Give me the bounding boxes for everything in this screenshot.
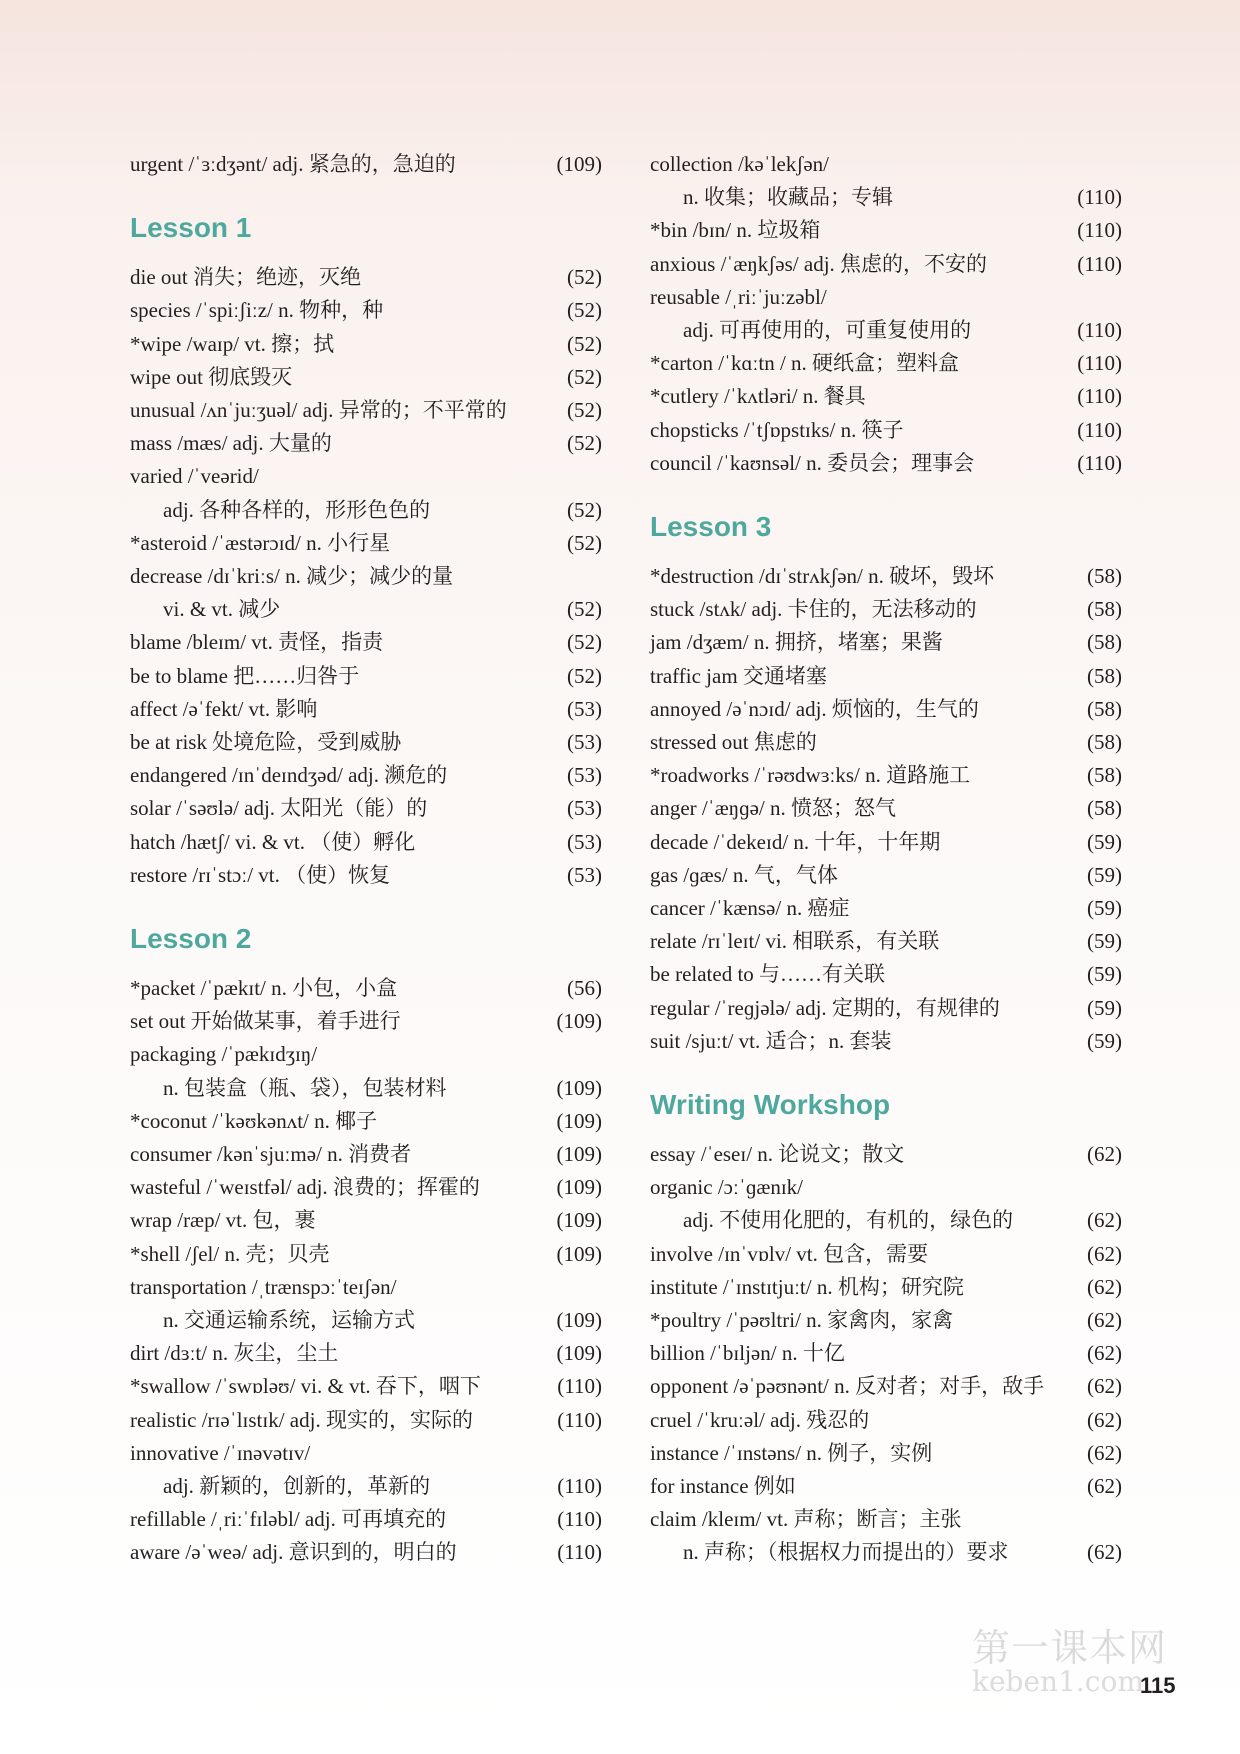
vocab-page-ref: (110)	[1077, 218, 1122, 243]
vocab-page-ref: (59)	[1087, 929, 1122, 954]
vocab-entry	[130, 1237, 602, 1271]
vocab-page-ref: (52)	[567, 331, 602, 356]
vocab-entry	[650, 625, 1122, 659]
vocab-entry	[650, 791, 1122, 825]
vocab-page-ref: (56)	[567, 976, 602, 1000]
vocab-word-definition: *cutlery /ˈkʌtləri/ n. 餐具	[650, 384, 866, 409]
vocab-page-ref: (109)	[556, 1108, 602, 1133]
vocab-word-definition: jam /dʒæm/ n. 拥挤，堵塞；果酱	[650, 630, 943, 655]
vocab-entry	[650, 858, 1122, 892]
vocab-entry	[130, 360, 602, 394]
vocab-page-ref: (53)	[567, 696, 602, 721]
vocab-entry	[650, 1469, 1122, 1503]
vocab-entry	[650, 346, 1122, 380]
vocab-page-ref: (109)	[556, 1142, 602, 1166]
vocab-page-ref: (110)	[1077, 417, 1122, 442]
vocab-entry	[130, 327, 602, 361]
vocab-entry	[130, 459, 602, 493]
vocab-page-ref: (110)	[1077, 384, 1122, 409]
vocab-word-definition: dirt /dɜːt/ n. 灰尘，尘土	[130, 1341, 339, 1366]
vocab-word-definition: consumer /kənˈsjuːmə/ n. 消费者	[130, 1142, 412, 1166]
vocab-entry	[650, 313, 1122, 347]
vocab-page-ref: (109)	[556, 1075, 602, 1100]
vocab-entry	[130, 825, 602, 859]
vocab-word-definition: adj. 不使用化肥的，有机的，绿色的	[683, 1208, 1014, 1233]
vocab-entry	[130, 1535, 602, 1569]
vocab-page-ref: (53)	[567, 763, 602, 788]
vocab-page-ref: (52)	[567, 398, 602, 422]
vocab-page-ref: (62)	[1087, 1208, 1122, 1233]
vocab-page-ref: (52)	[567, 265, 602, 290]
vocab-word-definition: set out 开始做某事，着手进行	[130, 1009, 401, 1034]
vocab-page-ref: (62)	[1087, 1474, 1122, 1498]
vocab-page-ref: (58)	[1087, 696, 1122, 721]
vocab-page-ref: (109)	[556, 1241, 602, 1266]
vocab-page-ref: (110)	[1077, 251, 1122, 276]
vocab-page-ref: (110)	[1077, 351, 1122, 376]
vocab-page-ref: (62)	[1087, 1274, 1122, 1299]
vocab-entry	[650, 1170, 1122, 1204]
vocab-entry	[650, 1403, 1122, 1437]
vocab-word-definition: endangered /ɪnˈdeɪndʒəd/ adj. 濒危的	[130, 763, 448, 788]
vocab-page-ref: (109)	[556, 1341, 602, 1366]
vocab-page-ref: (58)	[1087, 630, 1122, 655]
vocab-word-definition: be at risk 处境危险，受到威胁	[130, 730, 402, 754]
vocab-entry	[650, 924, 1122, 958]
vocab-word-definition: wasteful /ˈweɪstfəl/ adj. 浪费的；挥霍的	[130, 1175, 480, 1200]
vocab-word-definition: opponent /əˈpəʊnənt/ n. 反对者；对手，敌手	[650, 1374, 1045, 1399]
vocab-entry	[130, 1303, 602, 1337]
vocab-word-definition: aware /əˈweə/ adj. 意识到的，明白的	[130, 1540, 457, 1565]
vocab-page-ref: (52)	[567, 530, 602, 555]
vocab-entry	[130, 1369, 602, 1403]
vocab-word-definition: adj. 可再使用的，可重复使用的	[683, 318, 972, 342]
vocab-entry	[650, 446, 1122, 480]
vocab-page-ref: (53)	[567, 862, 602, 887]
vocab-word-definition: council /ˈkaʊnsəl/ n. 委员会；理事会	[650, 450, 975, 475]
vocab-word-definition: restore /rɪˈstɔː/ vt. （使）恢复	[130, 862, 391, 887]
section-heading: Writing Workshop	[650, 1089, 891, 1120]
section-heading: Lesson 2	[130, 923, 252, 954]
vocab-word-definition: n. 包装盒（瓶、袋），包装材料	[163, 1075, 447, 1100]
vocab-entry	[650, 1336, 1122, 1370]
vocab-word-definition: cancer /ˈkænsə/ n. 癌症	[650, 896, 850, 920]
vocab-word-definition: adj. 新颖的，创新的，革新的	[163, 1474, 431, 1498]
vocab-word-definition: gas /ɡæs/ n. 气，气体	[650, 862, 838, 887]
vocab-page-ref: (109)	[556, 1175, 602, 1200]
vocab-word-definition: collection /kəˈlekʃən/	[650, 152, 830, 176]
vocab-word-definition: *packet /ˈpækɪt/ n. 小包，小盒	[130, 976, 398, 1000]
vocab-page-ref: (58)	[1087, 730, 1122, 754]
vocab-word-definition: *poultry /ˈpəʊltri/ n. 家禽肉，家禽	[650, 1308, 954, 1332]
vocab-word-definition: institute /ˈɪnstɪtjuːt/ n. 机构；研究院	[650, 1274, 964, 1299]
vocab-page-ref: (109)	[556, 152, 602, 176]
vocab-word-definition: urgent /ˈɜːdʒənt/ adj. 紧急的，急迫的	[130, 152, 456, 176]
vocab-entry	[650, 1303, 1122, 1337]
vocab-entry	[130, 147, 602, 181]
vocab-page-ref: (53)	[567, 829, 602, 854]
vocab-entry	[130, 692, 602, 726]
vocab-entry	[130, 1071, 602, 1105]
vocab-page-ref: (52)	[567, 630, 602, 655]
vocab-word-definition: annoyed /əˈnɔɪd/ adj. 烦恼的，生气的	[650, 696, 979, 721]
vocab-entry	[650, 1237, 1122, 1271]
watermark-url: keben1.com	[972, 1665, 1144, 1698]
vocab-entry	[130, 1469, 602, 1503]
vocab-entry	[650, 1535, 1122, 1569]
vocab-page-ref: (109)	[556, 1009, 602, 1034]
vocab-page-ref: (58)	[1087, 796, 1122, 821]
vocab-word-definition: *coconut /ˈkəʊkənʌt/ n. 椰子	[130, 1108, 378, 1133]
vocab-page-ref: (110)	[557, 1507, 602, 1532]
vocab-entry	[130, 426, 602, 460]
vocab-word-definition: adj. 各种各样的，形形色色的	[163, 497, 431, 522]
vocab-entry	[130, 1336, 602, 1370]
vocab-word-definition: instance /ˈɪnstəns/ n. 例子，实例	[650, 1440, 933, 1465]
vocab-word-definition: n. 交通运输系统，运输方式	[163, 1308, 415, 1332]
vocab-word-definition: *shell /ʃel/ n. 壳；贝壳	[130, 1241, 330, 1266]
vocab-page-ref: (52)	[567, 497, 602, 522]
vocab-entry	[650, 1436, 1122, 1470]
vocab-page-ref: (62)	[1087, 1142, 1122, 1166]
section-heading: Lesson 3	[650, 511, 772, 542]
vocab-entry	[130, 1104, 602, 1138]
vocab-page-ref: (62)	[1087, 1407, 1122, 1432]
vocab-entry	[130, 758, 602, 792]
vocab-entry	[130, 592, 602, 626]
vocab-word-definition: essay /ˈeseɪ/ n. 论说文；散文	[650, 1142, 905, 1166]
vocab-entry	[130, 526, 602, 560]
vocab-page-ref: (109)	[556, 1208, 602, 1233]
vocab-word-definition: decade /ˈdekeɪd/ n. 十年，十年期	[650, 829, 941, 854]
vocab-word-definition: billion /ˈbɪljən/ n. 十亿	[650, 1341, 845, 1366]
vocab-page-ref: (58)	[1087, 564, 1122, 588]
vocab-word-definition: die out 消失；绝迹，灭绝	[130, 265, 361, 290]
vocab-word-definition: anger /ˈæŋɡə/ n. 愤怒；怒气	[650, 796, 897, 821]
vocab-word-definition: blame /bleɪm/ vt. 责怪，指责	[130, 630, 384, 655]
vocab-word-definition: solar /ˈsəʊlə/ adj. 太阳光（能）的	[130, 796, 428, 821]
section-heading: Lesson 1	[130, 212, 252, 244]
vocab-entry	[130, 260, 602, 294]
vocab-entry	[650, 1137, 1122, 1171]
vocab-page-ref: (110)	[1077, 318, 1122, 342]
vocab-page-ref: (58)	[1087, 597, 1122, 622]
vocab-page-ref: (52)	[567, 364, 602, 389]
vocab-word-definition: *asteroid /ˈæstərɔɪd/ n. 小行星	[130, 530, 391, 555]
vocab-page-ref: (62)	[1087, 1374, 1122, 1399]
vocab-entry	[650, 692, 1122, 726]
vocab-entry	[650, 247, 1122, 281]
vocab-entry	[650, 957, 1122, 991]
vocab-page-ref: (110)	[1077, 185, 1122, 210]
vocab-entry	[130, 559, 602, 593]
vocab-page-ref: (62)	[1087, 1241, 1122, 1266]
vocab-entry	[130, 1403, 602, 1437]
vocab-word-definition: *destruction /dɪˈstrʌkʃən/ n. 破坏，毁坏	[650, 564, 995, 588]
vocab-entry	[650, 147, 1122, 181]
vocab-entry	[130, 1137, 602, 1171]
vocab-page-ref: (110)	[557, 1407, 602, 1432]
vocab-word-definition: *wipe /waɪp/ vt. 擦；拭	[130, 331, 335, 356]
vocab-page-ref: (110)	[557, 1374, 602, 1399]
vocab-entry	[130, 1170, 602, 1204]
vocab-page-ref: (52)	[567, 597, 602, 622]
vocab-word-definition: stuck /stʌk/ adj. 卡住的，无法移动的	[650, 597, 977, 622]
vocab-entry	[650, 1502, 1122, 1536]
vocab-page-ref: (110)	[557, 1474, 602, 1498]
vocab-page-ref: (109)	[556, 1308, 602, 1332]
vocab-entry	[130, 725, 602, 759]
vocab-word-definition: suit /sjuːt/ vt. 适合；n. 套装	[650, 1028, 892, 1053]
vocab-entry	[650, 891, 1122, 925]
vocab-word-definition: stressed out 焦虑的	[650, 730, 817, 754]
vocab-entry	[130, 1004, 602, 1038]
vocab-word-definition: refillable /ˌriːˈfɪləbl/ adj. 可再填充的	[130, 1507, 447, 1532]
vocab-entry	[130, 971, 602, 1005]
vocab-entry	[650, 1369, 1122, 1403]
vocab-page-ref: (59)	[1087, 862, 1122, 887]
vocab-page-ref: (52)	[567, 663, 602, 688]
vocab-entry	[130, 659, 602, 693]
vocab-entry	[650, 213, 1122, 247]
vocab-entry	[130, 393, 602, 427]
vocab-word-definition: for instance 例如	[650, 1474, 796, 1498]
vocab-word-definition: organic /ɔːˈɡænɪk/	[650, 1175, 803, 1200]
vocab-page-ref: (53)	[567, 796, 602, 821]
vocab-page-ref: (58)	[1087, 763, 1122, 788]
vocab-page-ref: (110)	[1077, 450, 1122, 475]
vocab-word-definition: reusable /ˌriːˈjuːzəbl/	[650, 284, 827, 309]
vocab-word-definition: wrap /ræp/ vt. 包，裹	[130, 1208, 316, 1233]
vocab-word-definition: *swallow /ˈswɒləʊ/ vi. & vt. 吞下，咽下	[130, 1374, 481, 1399]
vocab-word-definition: mass /mæs/ adj. 大量的	[130, 431, 332, 456]
vocab-word-definition: n. 声称；（根据权力而提出的）要求	[683, 1540, 1009, 1565]
vocab-word-definition: involve /ɪnˈvɒlv/ vt. 包含，需要	[650, 1241, 929, 1266]
vocab-word-definition: affect /əˈfekt/ vt. 影响	[130, 696, 318, 721]
vocab-word-definition: regular /ˈreɡjələ/ adj. 定期的，有规律的	[650, 995, 1000, 1020]
vocab-page-ref: (62)	[1087, 1341, 1122, 1366]
vocab-page-ref: (58)	[1087, 663, 1122, 688]
vocab-word-definition: anxious /ˈæŋkʃəs/ adj. 焦虑的，不安的	[650, 251, 988, 276]
vocab-word-definition: decrease /dɪˈkriːs/ n. 减少；减少的量	[130, 564, 454, 588]
vocab-entry	[130, 1270, 602, 1304]
page-number: 115	[1140, 1673, 1176, 1698]
vocab-word-definition: be related to 与……有关联	[650, 962, 886, 987]
vocab-word-definition: wipe out 彻底毁灭	[130, 364, 293, 389]
vocab-word-definition: *roadworks /ˈrəʊdwɜːks/ n. 道路施工	[650, 763, 971, 788]
vocab-entry	[130, 858, 602, 892]
vocab-page-ref: (62)	[1087, 1308, 1122, 1332]
vocab-word-definition: n. 收集；收藏品；专辑	[683, 185, 893, 210]
vocab-word-definition: chopsticks /ˈtʃɒpstɪks/ n. 筷子	[650, 417, 904, 442]
vocab-entry	[650, 825, 1122, 859]
vocab-word-definition: varied /ˈveərid/	[130, 464, 259, 489]
vocab-word-definition: *bin /bɪn/ n. 垃圾箱	[650, 218, 821, 243]
vocab-entry	[650, 1203, 1122, 1237]
vocab-entry	[650, 758, 1122, 792]
vocab-word-definition: relate /rɪˈleɪt/ vi. 相联系，有关联	[650, 929, 940, 954]
vocab-word-definition: packaging /ˈpækɪdʒɪŋ/	[130, 1042, 318, 1067]
vocab-entry	[650, 1024, 1122, 1058]
vocab-entry	[650, 592, 1122, 626]
vocab-word-definition: traffic jam 交通堵塞	[650, 663, 827, 688]
vocab-word-definition: transportation /ˌtrænspɔːˈteɪʃən/	[130, 1274, 397, 1299]
vocab-entry	[650, 1270, 1122, 1304]
vocab-entry	[130, 1203, 602, 1237]
vocab-word-definition: realistic /rɪəˈlɪstɪk/ adj. 现实的，实际的	[130, 1407, 473, 1432]
vocab-entry	[130, 1037, 602, 1071]
vocab-page-ref: (59)	[1087, 995, 1122, 1020]
vocab-page-ref: (59)	[1087, 896, 1122, 920]
vocab-entry	[650, 559, 1122, 593]
vocab-page-ref: (62)	[1087, 1540, 1122, 1565]
vocab-word-definition: species /ˈspiːʃiːz/ n. 物种，种	[130, 298, 384, 323]
vocab-entry	[650, 379, 1122, 413]
vocab-entry	[130, 1502, 602, 1536]
vocab-entry	[650, 413, 1122, 447]
vocab-word-definition: innovative /ˈɪnəvətɪv/	[130, 1440, 311, 1465]
watermark-text: 第一课本网	[972, 1626, 1168, 1670]
vocab-page-ref: (110)	[557, 1540, 602, 1565]
vocab-word-definition: vi. & vt. 减少	[163, 597, 281, 622]
vocab-entry	[650, 659, 1122, 693]
vocab-page-ref: (59)	[1087, 829, 1122, 854]
vocab-page-ref: (62)	[1087, 1440, 1122, 1465]
vocab-entry	[130, 493, 602, 527]
vocab-entry	[130, 293, 602, 327]
vocab-word-definition: hatch /hætʃ/ vi. & vt. （使）孵化	[130, 829, 416, 854]
vocab-entry	[650, 725, 1122, 759]
vocab-word-definition: be to blame 把……归咎于	[130, 663, 360, 688]
vocab-entry	[650, 280, 1122, 314]
vocab-entry	[130, 791, 602, 825]
vocab-page-ref: (52)	[567, 431, 602, 456]
vocab-entry	[650, 180, 1122, 214]
vocab-page-ref: (53)	[567, 730, 602, 754]
vocab-entry	[130, 1436, 602, 1470]
vocab-page-ref: (59)	[1087, 962, 1122, 987]
vocab-word-definition: claim /kleɪm/ vt. 声称；断言；主张	[650, 1507, 962, 1532]
vocab-entry	[650, 991, 1122, 1025]
vocab-page-ref: (59)	[1087, 1028, 1122, 1053]
vocab-word-definition: *carton /ˈkɑːtn / n. 硬纸盒；塑料盒	[650, 351, 960, 376]
vocab-entry	[130, 625, 602, 659]
vocab-page-ref: (52)	[567, 298, 602, 323]
vocab-word-definition: unusual /ʌnˈjuːʒuəl/ adj. 异常的；不平常的	[130, 398, 507, 422]
vocab-word-definition: cruel /ˈkruːəl/ adj. 残忍的	[650, 1407, 870, 1432]
